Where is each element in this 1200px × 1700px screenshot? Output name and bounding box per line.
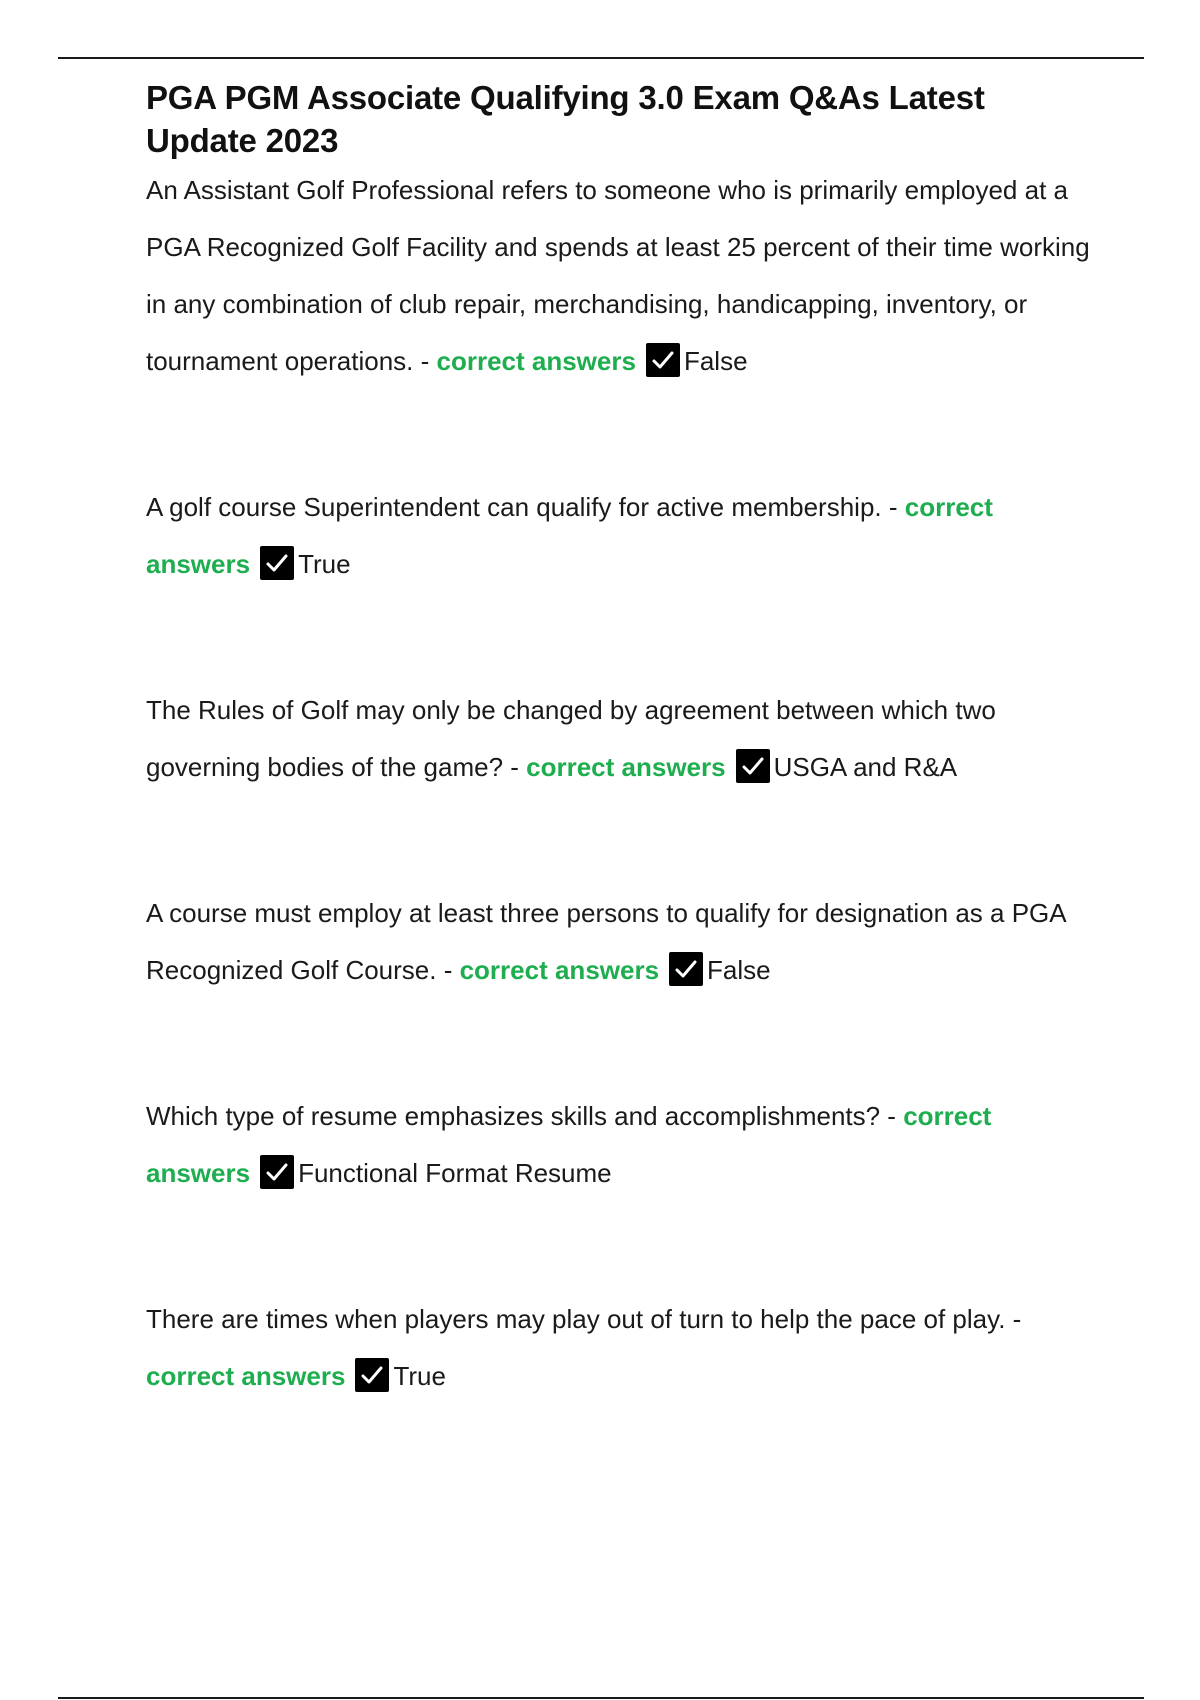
qa-list <box>146 162 1096 1405</box>
qa-item <box>146 162 1096 390</box>
answer-text: Functional Format Resume <box>298 1158 612 1188</box>
check-box-icon <box>355 1358 389 1392</box>
correct-answers-label: correct answers <box>146 1101 992 1188</box>
correct-answers-label: correct answers <box>146 1361 346 1391</box>
check-box-icon <box>669 952 703 986</box>
answer-text: True <box>393 1361 446 1391</box>
qa-item <box>146 1088 1096 1202</box>
check-box-icon <box>260 1155 294 1189</box>
correct-answers-label: correct answers <box>459 955 660 985</box>
question-text: There are times when players may play out of turn to help the pace of play. - <box>146 1304 1022 1334</box>
answer-text: False <box>683 346 748 376</box>
qa-item <box>146 885 1096 999</box>
check-box-icon <box>260 546 294 580</box>
qa-item <box>146 479 1096 593</box>
qa-item <box>146 682 1096 796</box>
question-text: A golf course Superintendent can qualify for active membership. - <box>146 492 905 522</box>
question-text: An Assistant Golf Professional refers to someone who is primarily employed at a PGA Recognized Golf Facility and spends at least 25 percent of their time working in any combination of club repair, merchandising, handicapping, inventory, or tournament operations. - <box>146 175 1090 376</box>
answer-text: USGA and R&A <box>773 752 958 782</box>
question-text: A course must employ at least three persons to qualify for designation as a PGA Recognized Golf Course. - <box>146 898 1066 985</box>
correct-answers-label: correct answers <box>526 752 726 782</box>
question-text: The Rules of Golf may only be changed by agreement between which two governing bodies of the game? - <box>146 695 996 782</box>
answer-text: False <box>707 955 771 985</box>
correct-answers-label: correct answers <box>146 492 993 579</box>
document-body <box>146 76 1096 1405</box>
footer-rule <box>58 1697 1144 1699</box>
answer-text: True <box>298 549 351 579</box>
check-box-icon <box>646 343 680 377</box>
header-rule <box>58 57 1144 59</box>
qa-item <box>146 1291 1096 1405</box>
document-title: PGA PGM Associate Qualifying 3.0 Exam Q&As Latest Update 2023 <box>146 79 985 159</box>
correct-answers-label: correct answers <box>436 346 636 376</box>
question-text: Which type of resume emphasizes skills and accomplishments? - <box>146 1101 904 1131</box>
check-box-icon <box>736 749 770 783</box>
